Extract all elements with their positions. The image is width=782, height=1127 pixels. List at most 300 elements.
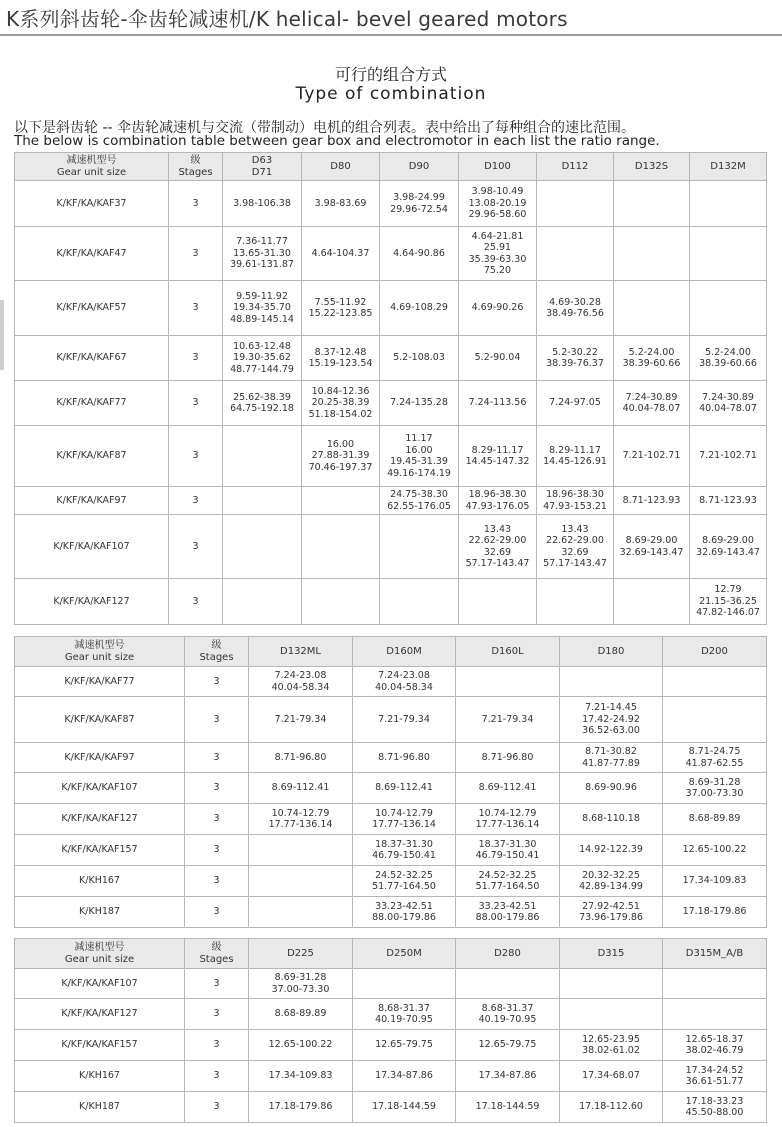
ratio-cell xyxy=(353,969,456,999)
ratio-cell xyxy=(663,969,767,999)
cell-line: 88.00-179.86 xyxy=(475,912,540,923)
cell-line: D200 xyxy=(701,645,728,657)
cell-line: D71 xyxy=(251,166,273,178)
cell-line: D132ML xyxy=(280,645,321,657)
ratio-cell xyxy=(302,181,380,227)
cell-line: 减速机型号 xyxy=(74,640,125,651)
cell-line: 33.23-42.51 xyxy=(478,900,537,912)
cell-line: D160L xyxy=(491,645,524,657)
table-row xyxy=(15,487,767,515)
cell-line: 8.71-96.80 xyxy=(378,751,430,763)
cell-line: 27.92-42.51 xyxy=(582,900,640,912)
ratio-cell xyxy=(663,999,767,1030)
ratio-cell xyxy=(614,181,690,227)
cell-line: 12.65-100.22 xyxy=(682,844,747,856)
cell-line: D225 xyxy=(287,947,314,959)
cell-line: 17.34-24.52 xyxy=(685,1064,744,1076)
ratio-cell xyxy=(380,336,459,381)
cell-line: 17.42-24.92 xyxy=(582,713,640,725)
ratio-cell xyxy=(456,999,560,1030)
cell-line: 17.34-109.83 xyxy=(268,1070,333,1082)
ratio-cell xyxy=(353,835,456,866)
cell-line: 10.74-12.79 xyxy=(375,807,433,819)
cell-line: 33.23-42.51 xyxy=(375,900,433,912)
cell-line: D80 xyxy=(330,160,351,172)
cell-line: 48.89-145.14 xyxy=(230,313,294,325)
ratio-cell xyxy=(690,426,767,487)
stages-header xyxy=(185,939,249,969)
cell-line: 7.55-11.92 xyxy=(314,296,367,308)
table-row xyxy=(15,969,767,999)
cell-line: 40.04-78.07 xyxy=(622,403,681,414)
cell-line: 4.64-90.86 xyxy=(393,247,445,259)
ratio-cell xyxy=(302,336,380,381)
cell-line: 4.69-30.28 xyxy=(549,296,601,308)
cell-line: 5.2-24.00 xyxy=(628,346,675,358)
cell-line: 8.29-11.17 xyxy=(471,444,524,456)
gear-unit-cell: K/KF/KA/KAF77 xyxy=(15,667,185,697)
cell-line: 8.68-89.89 xyxy=(274,1008,327,1020)
section-heading-cn: 可行的组合方式 xyxy=(334,65,447,84)
cell-line: 27.88-31.39 xyxy=(311,450,370,462)
cell-line: 15.19-123.54 xyxy=(308,358,373,369)
ratio-cell xyxy=(223,227,302,281)
ratio-cell xyxy=(249,743,353,773)
ratio-cell xyxy=(302,281,380,336)
cell-line: 8.71-24.75 xyxy=(688,746,741,757)
cell-line: 17.77-136.14 xyxy=(475,819,540,830)
cell-line: Stages xyxy=(199,651,234,663)
ratio-cell xyxy=(614,487,690,515)
cell-line: 10.63-12.48 xyxy=(233,340,291,352)
cell-line: 12.65-79.75 xyxy=(478,1039,537,1051)
motor-header xyxy=(663,637,767,667)
cell-line: 40.04-78.07 xyxy=(699,403,757,414)
ratio-cell xyxy=(560,1030,663,1061)
cell-line: 5.2-30.22 xyxy=(552,346,598,358)
cell-line: 8.69-31.28 xyxy=(274,972,327,983)
ratio-cell xyxy=(560,743,663,773)
cell-line: 8.69-112.41 xyxy=(271,782,330,794)
stages-cell: 3 xyxy=(169,515,223,579)
ratio-cell xyxy=(614,515,690,579)
table-row xyxy=(15,579,767,625)
cell-line: 12.79 xyxy=(714,584,742,596)
cell-line: D280 xyxy=(494,947,521,959)
ratio-cell xyxy=(223,579,302,625)
cell-line: D315 xyxy=(597,947,625,959)
cell-line: 57.17-143.47 xyxy=(465,558,530,569)
stages-cell: 3 xyxy=(169,579,223,625)
table-row xyxy=(15,999,767,1030)
cell-line: 10.74-12.79 xyxy=(271,807,330,819)
ratio-cell xyxy=(614,281,690,336)
cell-line: 减速机型号 xyxy=(74,942,125,953)
combination-table-3 xyxy=(14,938,767,1123)
cell-line: 8.68-110.18 xyxy=(582,813,640,825)
ratio-cell xyxy=(690,181,767,227)
ratio-cell xyxy=(690,281,767,336)
ratio-cell xyxy=(456,969,560,999)
ratio-cell xyxy=(663,1061,767,1092)
cell-line: 17.34-87.86 xyxy=(375,1070,433,1082)
cell-line: 19.45-31.39 xyxy=(390,456,448,467)
cell-line: 15.22-123.85 xyxy=(308,308,373,319)
cell-line: 22.62-29.00 xyxy=(546,535,604,546)
table-row xyxy=(15,835,767,866)
cell-line: 51.18-154.02 xyxy=(308,408,373,420)
section-heading-en: Type of combination xyxy=(295,84,487,104)
cell-line: 7.21-79.34 xyxy=(378,713,430,725)
table-row xyxy=(15,336,767,381)
cell-line: 8.71-96.80 xyxy=(481,751,534,763)
cell-line: 7.21-102.71 xyxy=(622,450,681,462)
ratio-cell xyxy=(249,667,353,697)
stages-cell: 3 xyxy=(185,804,249,835)
ratio-cell xyxy=(560,1061,663,1092)
ratio-cell xyxy=(456,897,560,928)
cell-line: 41.87-62.55 xyxy=(685,757,744,769)
cell-line: 38.49-76.56 xyxy=(546,308,604,319)
cell-line: 19.34-35.70 xyxy=(233,302,291,314)
ratio-cell xyxy=(353,667,456,697)
ratio-cell xyxy=(249,1061,353,1092)
ratio-cell xyxy=(614,336,690,381)
ratio-cell xyxy=(456,866,560,897)
cell-line: 64.75-192.18 xyxy=(230,403,294,414)
ratio-cell xyxy=(537,487,614,515)
ratio-cell xyxy=(459,336,537,381)
cell-line: Stages xyxy=(178,166,213,178)
gear-unit-cell: K/KF/KA/KAF87 xyxy=(15,426,169,487)
cell-line: 38.02-61.02 xyxy=(582,1045,640,1056)
combination-table-2 xyxy=(14,636,767,928)
motor-header xyxy=(380,153,459,181)
cell-line: 37.00-73.30 xyxy=(685,788,744,799)
cell-line: 48.77-144.79 xyxy=(230,363,294,375)
cell-line: 51.77-164.50 xyxy=(475,881,540,892)
cell-line: 10.74-12.79 xyxy=(478,807,537,819)
cell-line: D63 xyxy=(251,155,273,166)
table-row xyxy=(15,697,767,743)
ratio-cell xyxy=(223,181,302,227)
combination-table-1 xyxy=(14,152,767,625)
table-row xyxy=(15,515,767,579)
ratio-cell xyxy=(614,579,690,625)
table-row xyxy=(15,227,767,281)
ratio-cell xyxy=(537,336,614,381)
ratio-cell xyxy=(249,835,353,866)
cell-line: 29.96-58.60 xyxy=(468,209,527,221)
ratio-cell xyxy=(690,381,767,426)
ratio-cell xyxy=(663,866,767,897)
cell-line: 12.65-79.75 xyxy=(375,1039,433,1051)
cell-line: D180 xyxy=(597,645,625,657)
ratio-cell xyxy=(353,743,456,773)
stages-cell: 3 xyxy=(185,773,249,804)
ratio-cell xyxy=(456,1030,560,1061)
ratio-cell xyxy=(456,743,560,773)
gear-unit-cell: K/KH167 xyxy=(15,866,185,897)
cell-line: 32.69-143.47 xyxy=(619,546,684,558)
cell-line: 7.36-11.77 xyxy=(236,236,288,248)
cell-line: 17.77-136.14 xyxy=(372,819,436,830)
cell-line: D160M xyxy=(386,645,422,657)
cell-line: 7.21-14.45 xyxy=(585,702,637,714)
stages-cell: 3 xyxy=(169,281,223,336)
cell-line: Gear unit size xyxy=(64,651,135,663)
cell-line: 8.69-112.41 xyxy=(375,782,433,794)
cell-line: 73.96-179.86 xyxy=(579,912,643,923)
ratio-cell xyxy=(560,667,663,697)
ratio-cell xyxy=(459,227,537,281)
ratio-cell xyxy=(353,1030,456,1061)
ratio-cell xyxy=(537,227,614,281)
cell-line: 9.59-11.92 xyxy=(236,290,288,302)
cell-line: 13.65-31.30 xyxy=(233,247,291,259)
ratio-cell xyxy=(560,697,663,743)
page-title: K系列斜齿轮-伞齿轮减速机/K helical- bevel geared motors xyxy=(6,7,568,31)
ratio-cell xyxy=(456,667,560,697)
cell-line: 14.92-122.39 xyxy=(579,844,643,856)
cell-line: D250M xyxy=(386,947,422,959)
cell-line: 62.55-176.05 xyxy=(387,500,451,512)
gear-unit-cell: K/KF/KA/KAF107 xyxy=(15,773,185,804)
cell-line: 4.64-21.81 xyxy=(471,230,524,242)
ratio-cell xyxy=(663,773,767,804)
cell-line: 4.64-104.37 xyxy=(311,247,370,259)
ratio-cell xyxy=(456,835,560,866)
cell-line: 57.17-143.47 xyxy=(543,558,607,569)
cell-line: 88.00-179.86 xyxy=(372,912,436,923)
cell-line: 16.00 xyxy=(405,444,433,456)
ratio-cell xyxy=(560,1092,663,1123)
motor-header xyxy=(302,153,380,181)
ratio-cell xyxy=(302,487,380,515)
table-row xyxy=(15,426,767,487)
table-row xyxy=(15,381,767,426)
ratio-cell xyxy=(302,426,380,487)
cell-line: 46.79-150.41 xyxy=(475,850,540,861)
ratio-cell xyxy=(560,773,663,804)
stages-header xyxy=(185,637,249,667)
ratio-cell xyxy=(614,227,690,281)
table-row xyxy=(15,773,767,804)
ratio-cell xyxy=(690,515,767,579)
motor-header xyxy=(249,939,353,969)
ratio-cell xyxy=(690,487,767,515)
cell-line: 5.2-90.04 xyxy=(474,352,521,364)
cell-line: D132M xyxy=(710,160,746,172)
motor-header xyxy=(663,939,767,969)
cell-line: 47.93-176.05 xyxy=(465,500,530,512)
table-row xyxy=(15,804,767,835)
ratio-cell xyxy=(459,515,537,579)
cell-line: 32.69 xyxy=(483,546,512,558)
gear-unit-cell: K/KF/KA/KAF67 xyxy=(15,336,169,381)
cell-line: 3.98-83.69 xyxy=(314,197,367,209)
page-header xyxy=(0,0,782,36)
ratio-cell xyxy=(459,487,537,515)
cell-line: 32.69-143.47 xyxy=(696,546,760,558)
stages-header xyxy=(169,153,223,181)
ratio-cell xyxy=(560,999,663,1030)
cell-line: 级 xyxy=(190,155,201,166)
table-row xyxy=(15,1030,767,1061)
cell-line: 13.43 xyxy=(561,523,589,535)
cell-line: 47.93-153.21 xyxy=(543,500,607,512)
ratio-cell xyxy=(223,515,302,579)
stages-cell: 3 xyxy=(185,969,249,999)
ratio-cell xyxy=(663,743,767,773)
description-en: The below is combination table between gear box and electromotor in each list the ratio range. xyxy=(14,133,660,149)
table-row xyxy=(15,897,767,928)
ratio-cell xyxy=(249,969,353,999)
cell-line: 40.19-70.95 xyxy=(375,1014,433,1025)
ratio-cell xyxy=(380,181,459,227)
cell-line: 40.19-70.95 xyxy=(478,1014,537,1025)
ratio-cell xyxy=(380,487,459,515)
cell-line: 12.65-100.22 xyxy=(268,1039,333,1051)
cell-line: 8.69-29.00 xyxy=(702,535,754,546)
cell-line: 19.30-35.62 xyxy=(233,352,291,364)
ratio-cell xyxy=(663,697,767,743)
gear-unit-cell: K/KH187 xyxy=(15,1092,185,1123)
ratio-cell xyxy=(663,1092,767,1123)
table-row xyxy=(15,281,767,336)
cell-line: 25.91 xyxy=(483,242,512,253)
stages-cell: 3 xyxy=(185,866,249,897)
gear-unit-size-header xyxy=(15,637,185,667)
ratio-cell xyxy=(353,804,456,835)
ratio-cell xyxy=(690,227,767,281)
ratio-cell xyxy=(302,227,380,281)
ratio-cell xyxy=(302,381,380,426)
cell-line: 40.04-58.34 xyxy=(271,681,330,693)
cell-line: 8.69-112.41 xyxy=(478,782,537,794)
stages-cell: 3 xyxy=(185,999,249,1030)
cell-line: 17.18-144.59 xyxy=(372,1101,436,1113)
cell-line: 8.68-31.37 xyxy=(378,1002,430,1014)
ratio-cell xyxy=(353,897,456,928)
cell-line: 17.18-33.23 xyxy=(685,1095,744,1107)
cell-line: 14.45-126.91 xyxy=(543,456,607,467)
cell-line: 25.62-38.39 xyxy=(233,391,291,403)
ratio-cell xyxy=(560,835,663,866)
cell-line: 8.29-11.17 xyxy=(549,444,601,456)
ratio-cell xyxy=(690,336,767,381)
description-cn: 以下是斜齿轮 -- 伞齿轮减速机与交流（带制动）电机的组合列表。表中给出了每种组合的速比范围。 xyxy=(14,120,636,136)
motor-header xyxy=(537,153,614,181)
ratio-cell xyxy=(353,999,456,1030)
gear-unit-cell: K/KF/KA/KAF157 xyxy=(15,1030,185,1061)
cell-line: 7.21-79.34 xyxy=(481,713,534,725)
cell-line: 39.61-131.87 xyxy=(230,259,294,271)
cell-line: 14.45-147.32 xyxy=(465,456,530,467)
motor-header xyxy=(560,939,663,969)
cell-line: D112 xyxy=(561,160,589,172)
cell-line: 8.71-123.93 xyxy=(699,494,757,506)
cell-line: 17.18-144.59 xyxy=(475,1101,540,1113)
stages-cell: 3 xyxy=(169,381,223,426)
cell-line: 12.65-18.37 xyxy=(685,1033,744,1045)
ratio-cell xyxy=(456,804,560,835)
cell-line: 7.24-97.05 xyxy=(549,397,601,409)
ratio-cell xyxy=(560,804,663,835)
cell-line: 21.15-36.25 xyxy=(699,595,757,607)
ratio-cell xyxy=(223,336,302,381)
cell-line: 7.24-135.28 xyxy=(390,397,448,409)
gear-unit-cell: K/KF/KA/KAF157 xyxy=(15,835,185,866)
cell-line: 36.52-63.00 xyxy=(582,725,640,737)
cell-line: 级 xyxy=(211,640,222,651)
stages-cell: 3 xyxy=(185,743,249,773)
ratio-cell xyxy=(353,1092,456,1123)
table-row xyxy=(15,667,767,697)
cell-line: 17.34-68.07 xyxy=(582,1070,640,1082)
stages-cell: 3 xyxy=(185,1030,249,1061)
stages-cell: 3 xyxy=(169,227,223,281)
cell-line: 41.87-77.89 xyxy=(582,757,640,769)
cell-line: Gear unit size xyxy=(56,166,127,178)
cell-line: 51.77-164.50 xyxy=(372,881,436,892)
ratio-cell xyxy=(380,579,459,625)
cell-line: D132S xyxy=(634,160,669,172)
cell-line: 7.24-30.89 xyxy=(625,391,678,403)
cell-line: Stages xyxy=(199,953,234,965)
cell-line: 47.82-146.07 xyxy=(696,607,760,619)
cell-line: 减速机型号 xyxy=(66,155,117,166)
cell-line: 3.98-10.49 xyxy=(471,186,524,198)
cell-line: 40.04-58.34 xyxy=(375,681,433,693)
ratio-cell xyxy=(459,281,537,336)
ratio-cell xyxy=(249,773,353,804)
cell-line: 45.50-88.00 xyxy=(685,1107,744,1118)
cell-line: 17.18-179.86 xyxy=(268,1101,333,1113)
cell-line: Gear unit size xyxy=(64,953,135,965)
cell-line: 7.24-23.08 xyxy=(274,670,327,681)
ratio-cell xyxy=(459,579,537,625)
gear-unit-cell: K/KF/KA/KAF77 xyxy=(15,381,169,426)
ratio-cell xyxy=(663,835,767,866)
motor-header xyxy=(456,939,560,969)
gear-unit-cell: K/KF/KA/KAF107 xyxy=(15,515,169,579)
stages-cell: 3 xyxy=(169,181,223,227)
cell-line: 38.39-60.66 xyxy=(622,358,681,369)
stages-cell: 3 xyxy=(185,1092,249,1123)
stages-cell: 3 xyxy=(169,336,223,381)
ratio-cell xyxy=(223,381,302,426)
cell-line: 16.00 xyxy=(326,438,355,450)
ratio-cell xyxy=(537,426,614,487)
gear-unit-cell: K/KF/KA/KAF97 xyxy=(15,487,169,515)
table-row xyxy=(15,181,767,227)
stages-cell: 3 xyxy=(185,835,249,866)
ratio-cell xyxy=(663,804,767,835)
gear-unit-cell: K/KF/KA/KAF127 xyxy=(15,999,185,1030)
ratio-cell xyxy=(456,697,560,743)
ratio-cell xyxy=(223,426,302,487)
ratio-cell xyxy=(459,426,537,487)
gear-unit-size-header xyxy=(15,939,185,969)
table-row xyxy=(15,743,767,773)
cell-line: 4.69-108.29 xyxy=(390,302,448,314)
ratio-cell xyxy=(614,426,690,487)
stages-cell: 3 xyxy=(169,487,223,515)
gear-unit-size-header xyxy=(15,153,169,181)
ratio-cell xyxy=(663,897,767,928)
cell-line: 3.98-106.38 xyxy=(233,197,291,209)
